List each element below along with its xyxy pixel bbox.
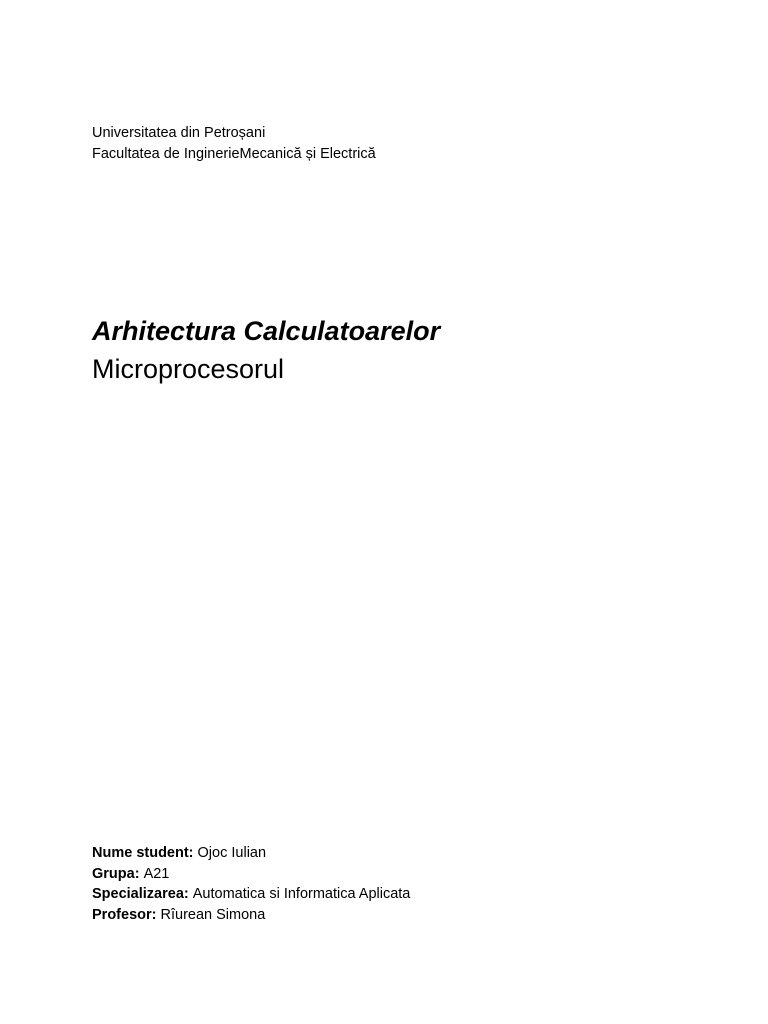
info-row-group xyxy=(92,864,410,885)
info-value: Ojoc Iulian xyxy=(197,845,267,861)
info-label: Nume student xyxy=(92,845,189,861)
info-row-specialization xyxy=(92,884,410,905)
student-info xyxy=(92,843,410,925)
info-row-student xyxy=(92,843,410,864)
info-value: Automatica si Informatica Aplicata xyxy=(192,886,411,902)
institution-header xyxy=(92,123,376,165)
info-value: A21 xyxy=(143,865,170,882)
info-separator: : xyxy=(151,906,161,923)
info-label: Specializarea xyxy=(92,886,184,902)
info-separator: : xyxy=(134,865,144,882)
info-separator: : xyxy=(183,886,193,902)
info-value: Rîurean Simona xyxy=(160,906,266,923)
document-subtitle: Microprocesorul xyxy=(92,354,285,384)
info-label: Grupa xyxy=(92,865,135,882)
title-block xyxy=(92,312,440,388)
university-name: Universitatea din Petroșani xyxy=(92,125,266,141)
info-label: Profesor xyxy=(92,906,152,923)
faculty-name: Facultatea de IngineriеMecanică și Electrică xyxy=(92,146,376,162)
info-separator: : xyxy=(188,845,198,861)
document-title: Arhitectura Calculatoarelor xyxy=(92,316,441,346)
info-row-professor xyxy=(92,905,410,926)
